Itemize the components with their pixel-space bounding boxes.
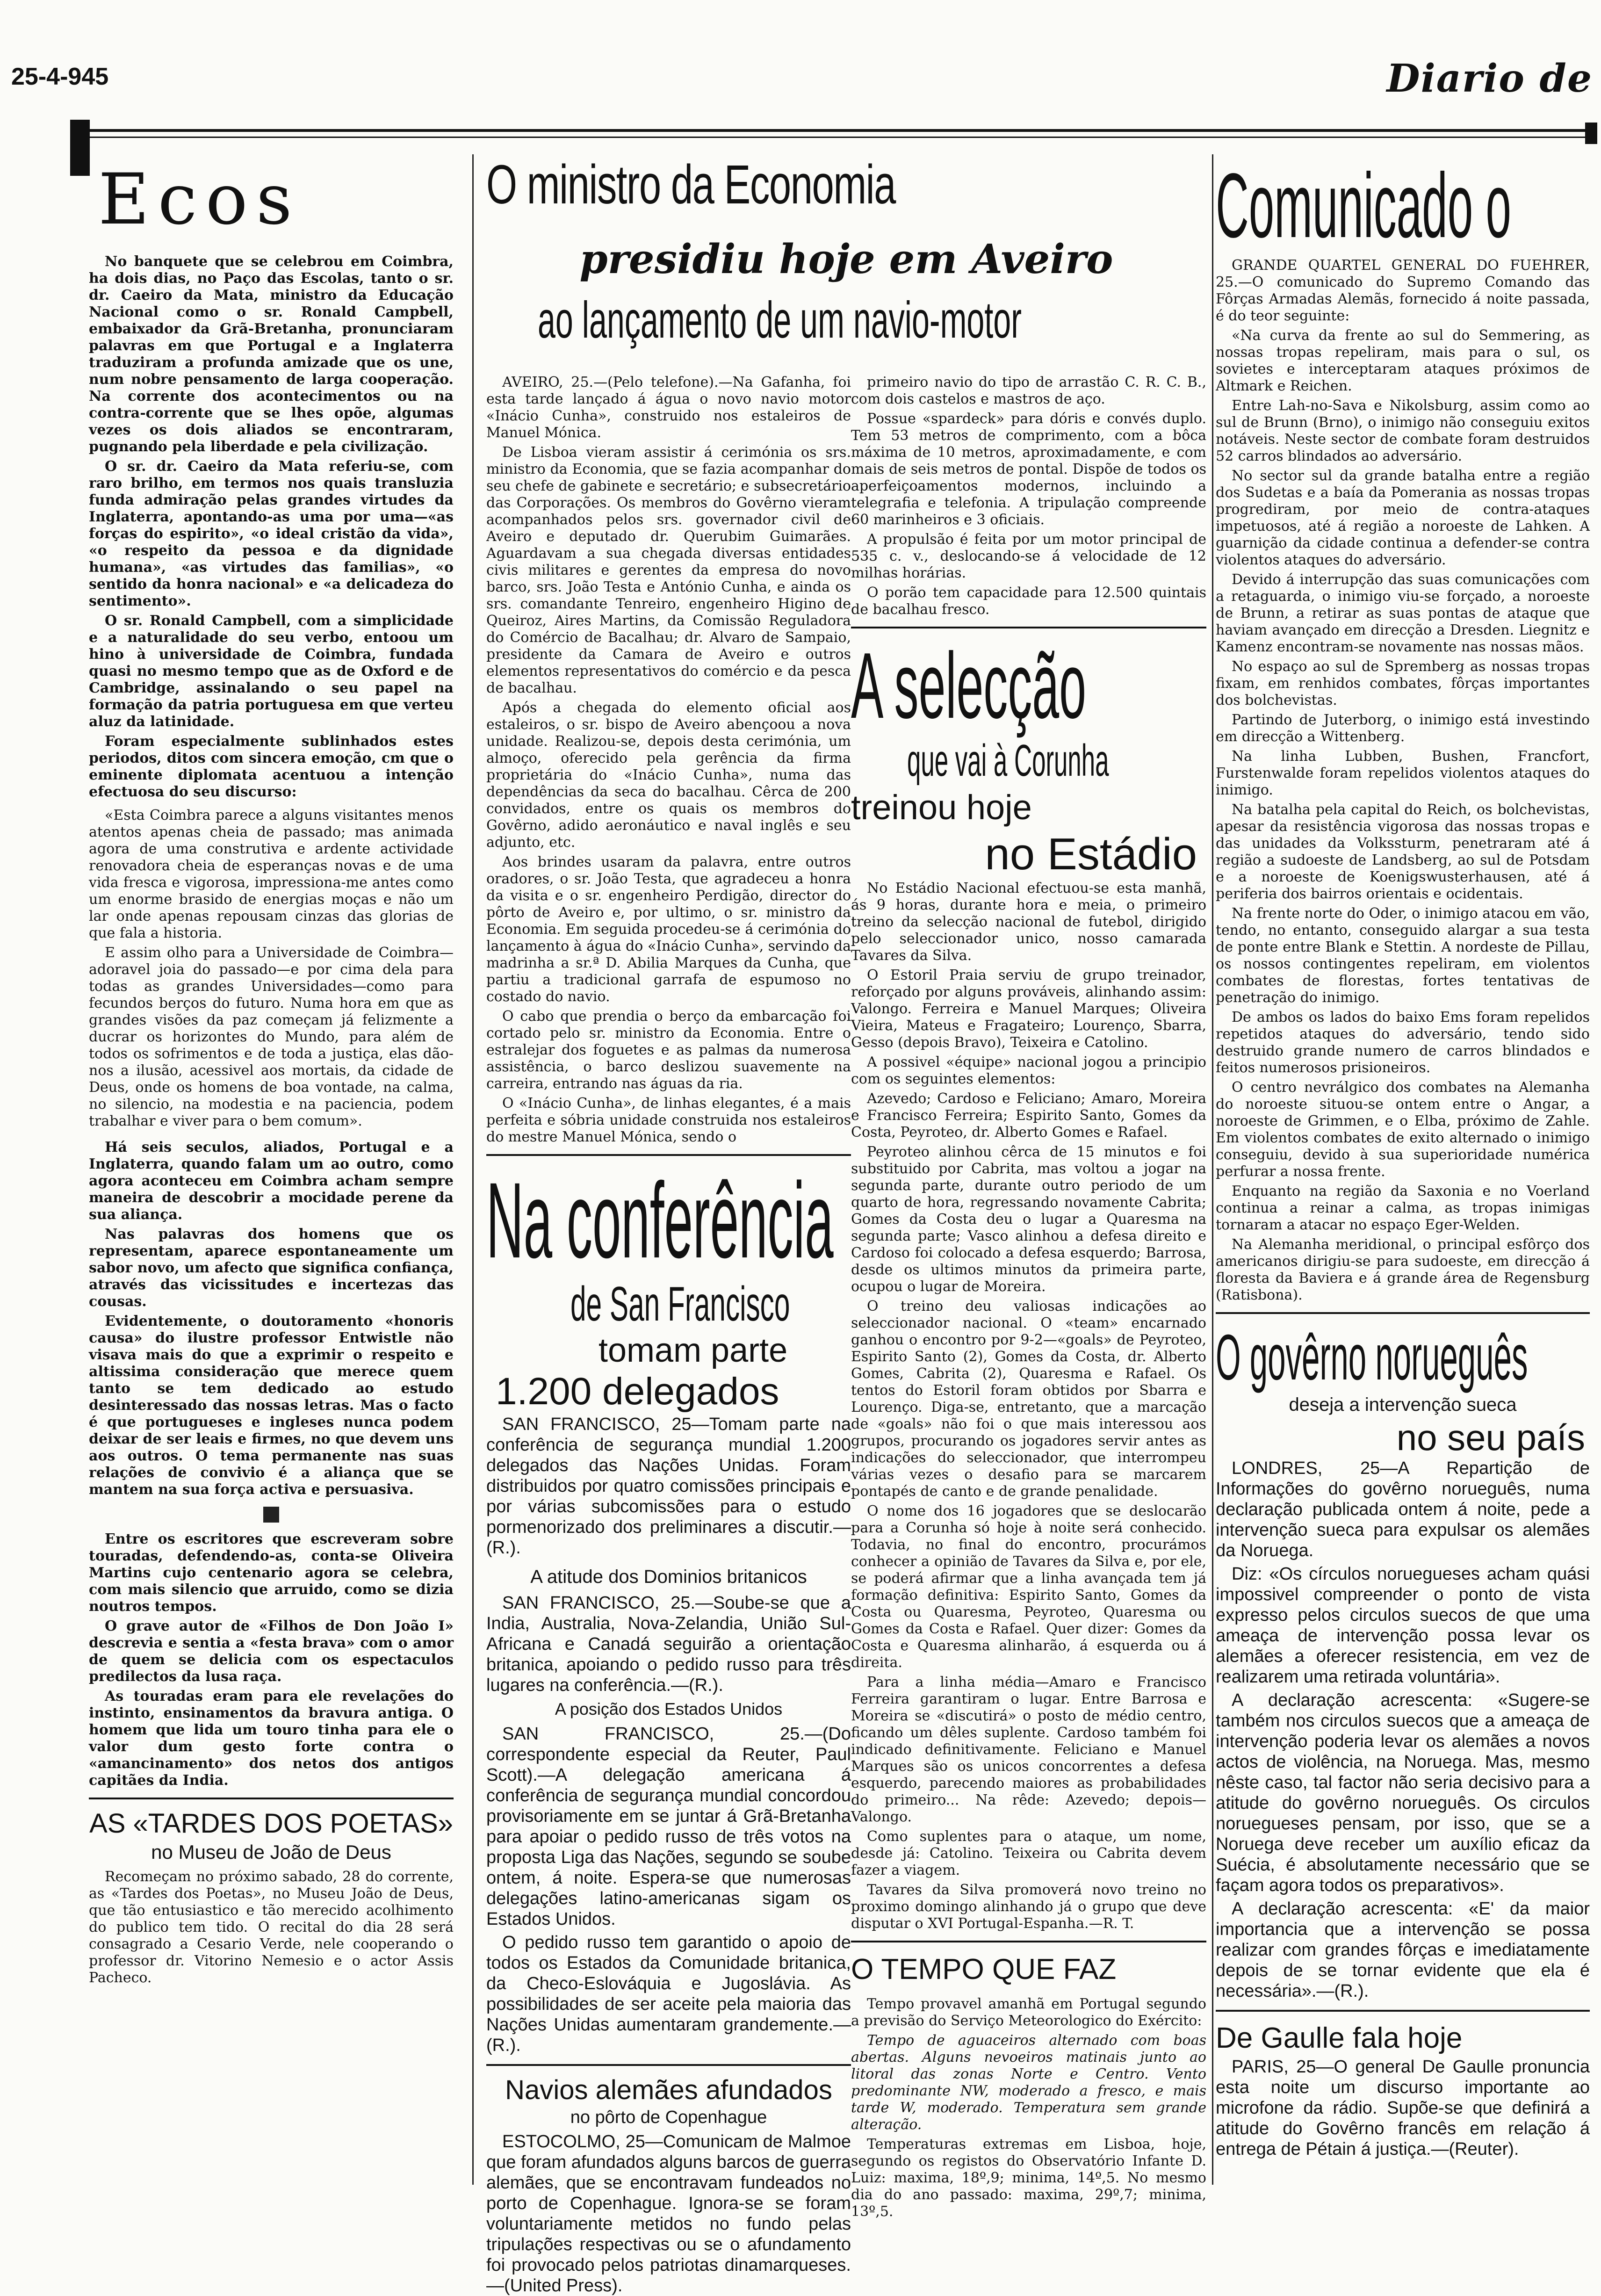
- article-paragraph: No sector sul da grande batalha entre a região dos Sudetas e a baía da Pomerania as nossas tropas progrediram, por meio de contra-ataques impetuosos, até á região a noroeste de Lahken. A guarnição da cidade continua a defender-se contra violentos ataques do adversário.: [1216, 468, 1590, 568]
- tempo-temperatures: Temperaturas extremas em Lisboa, hoje, segundo os registos do Observatório Infante D. Luiz: maxima, 18º,9; minima, 14º,5. No mesmo dia do ano passado: maxima, 29º,7; minima, 13º,5.: [851, 2136, 1206, 2220]
- article-paragraph: Aos brindes usaram da palavra, entre outros oradores, o sr. João Testa, que agradeceu a honra da visita e o sr. engenheiro Perdigão, director do pôrto de Aveiro e, por ultimo, o sr. ministro da Economia. Em seguida procedeu-se á cerimónia do lançamento à água do «Inácio Cunha», servindo da madrinha a sr.ª D. Abilia Marques da Cunha, que partiu a tradicional garrafa de espumoso no costado do navio.: [486, 854, 851, 1005]
- article-paragraph: Enquanto na região da Saxonia e no Voerland continua a reinar a calma, as tropas inimigas tornaram a atacar no espaço Eger-Welden.: [1216, 1183, 1590, 1233]
- ministro-article-continued: [851, 374, 1206, 618]
- column-marker: [70, 120, 90, 176]
- divider: [1216, 2010, 1590, 2012]
- article-paragraph: Devido á interrupção das suas comunicações com a retaguarda, o inimigo viu-se forçado, a noroeste de Brunn, a retirar as suas pontas de ataque que haviam avançado em direcção a Dresden. Liegnitz e Kamenz encontram-se novamente nas nossas mãos.: [1216, 571, 1590, 655]
- article-paragraph: No espaço ao sul de Spremberg as nossas tropas fixam, em renhidos combates, fôrças importantes dos bolchevistas.: [1216, 658, 1590, 708]
- article-paragraph: A declaração acrescenta: «E' da maior importancia que a intervenção se possa realizar com grandes fôrças e imediatamente depois de se tornar evidente que ela é necessária».—(R.).: [1216, 1899, 1590, 2001]
- article-paragraph: De ambos os lados do baixo Ems foram repelidos repetidos ataques do adversário, tendo sido destruido grande numero de carros blindados e feitos numerosos prisioneiros.: [1216, 1009, 1590, 1076]
- tempo-headline: O TEMPO QUE FAZ: [851, 1953, 1117, 1986]
- article-paragraph: Na batalha pela capital do Reich, os bolchevistas, apesar da resistência vigorosa das nossas tropas e das unidades da Volkssturm, penetraram até á região a sudoeste de Landsberg, ao sul de Potsdam e a noroeste de Koenigswusterhausen, até á periferia dos bairros orientais e ocidentais.: [1216, 801, 1590, 902]
- article-paragraph: A propulsão é feita por um motor principal de 535 c. v., deslocando-se á velocidade de 12 milhas horárias.: [851, 531, 1206, 581]
- ecos-paragraph: Foram especialmente sublinhados estes periodos, ditos com sincera emoção, cm que o eminente diplomata acentuou a intenção efectuosa do seu discurso:: [89, 733, 454, 800]
- conferencia-subheadline: de San Francisco: [570, 1277, 790, 1331]
- ecos-paragraph: Evidentemente, o doutoramento «honoris causa» do ilustre professor Entwistle não visava mais do que a exprimir o respeito e altissima consideração que merece quem tanto se tem dedicado ao estudo desinteressado das nossas letras. Mas o facto é que portugueses e ingleses nunca podem deixar de ser leais e firmes, no que devem uns aos outros. O tema permanente nas suas relações de convivio é a aliança que se mantem na sua força activa e persuasiva.: [89, 1313, 454, 1498]
- article-paragraph: AVEIRO, 25.—(Pelo telefone).—Na Gafanha, foi esta tarde lançado á água o novo navio motor «Inácio Cunha», construido nos estaleiros de Manuel Mónica.: [486, 374, 851, 441]
- article-paragraph: O cabo que prendia o berço da embarcação foi cortado pelo sr. ministro da Economia. Entre o estralejar dos foguetes e as palmas da numerosa assistência, o barco deslizou suavemente na carreira, entrando nas águas da ria.: [486, 1008, 851, 1092]
- article-paragraph: Como suplentes para o ataque, um nome, desde já: Catolino. Teixeira ou Cabrita devem fazer a viagem.: [851, 1828, 1206, 1878]
- ecos-paragraph: O grave autor de «Filhos de Don João I» descrevia e sentia a «festa brava» com o amor de quem se delicia com os espectaculos predilectos da lusa raça.: [89, 1618, 454, 1685]
- seleccao-subheadline-2: treinou hoje: [851, 788, 1032, 827]
- tempo-forecast: Tempo de aguaceiros alternado com boas abertas. Alguns nevoeiros matinais junto ao litoral das zonas Norte e Centro. Vento predominante NW, moderado a fresco, e mais tarde W, moderado. Temperatura sem grande alteração.: [851, 2032, 1206, 2133]
- article-paragraph: Peyroteo alinhou cêrca de 15 minutos e foi substituido por Cabrita, mas voltou a jogar na segunda parte, durante outro periodo de um quarto de hora, regressando novamente Cabrita; Gomes da Costa deu o lugar a Quaresma na segunda parte; Vasco alinhou a defesa direito e Cardoso foi colocado a defesa esquerdo; Barrosa, desde os ultimos minutos da primeira parte, ocupou o lugar de Moreira.: [851, 1144, 1206, 1295]
- ministro-subheadline-2: ao lançamento de um navio-motor: [538, 291, 1022, 349]
- article-paragraph: SAN FRANCISCO, 25.—(Do correspondente especial da Reuter, Paul Scott).—A delegação americana á conferência de segurança mundial concordou provisoriamente em se juntar á Grã-Bretanha para apoiar o pedido russo de três votos na proposta Liga das Nações, segundo se soube ontem, á noite. Espera-se que numerosas delegações latino-americanas sigam os Estados Unidos.: [486, 1724, 851, 1929]
- ecos-section-3: [89, 1531, 454, 1789]
- article-paragraph: A declaração acrescenta: «Sugere-se também nos circulos suecos que a ameaça de intervenção poderia levar os alemães a novos actos de violência, na Noruega. Mas, mesmo nêste caso, tal factor não seria decisivo para a atitude do govêrno norueguês. Os circulos noruegueses pensam, por isso, que se a Noruega deve receber um auxílio eficaz da Suécia, é absolutamente necessário que se façam agora todos os preparativos».: [1216, 1690, 1590, 1895]
- tempo-paragraph: Tempo provavel amanhã em Portugal segundo a previsão do Serviço Meteorologico do Exército:: [851, 1996, 1206, 2029]
- conferencia-headline: Na conferência: [486, 1160, 834, 1280]
- comunicado-headline: Comunicado o: [1216, 154, 1511, 257]
- center-right-column: [851, 374, 1206, 2220]
- ecos-paragraph: As touradas eram para ele revelações do instinto, ensinamentos da bravura antiga. O homem que lida um touro tinha para ele o valor dum gesto forte contra o «amancinamento» dos netos dos antigos capitães da India.: [89, 1688, 454, 1789]
- article-paragraph: Na linha Lubben, Bushen, Francfort, Furstenwalde foram repelidos violentos ataques do inimigo.: [1216, 748, 1590, 798]
- divider: [851, 1941, 1206, 1942]
- article-paragraph: ESTOCOLMO, 25—Comunicam de Malmoe que foram afundados alguns barcos de guerra alemães, que se encontravam fundeados no porto de Copenhague. Ignora-se se foram voluntariamente metidos no fundo pelas tripulações respectivas ou se o afundamento foi provocado pelos patriotas dinamarqueses.—(United Press).: [486, 2132, 851, 2296]
- ministro-article: [486, 374, 851, 1146]
- ecos-paragraph: Nas palavras dos homens que os representam, aparece espontaneamente um sabor novo, um afecto que significa confiança, através das vicissitudes e incertezas das cousas.: [89, 1226, 454, 1310]
- article-paragraph: SAN FRANCISCO, 25—Tomam parte na conferência de segurança mundial 1.200 delegados das Nações Unidas. Foram distribuidos por quatro comissões principais e por várias subcomissões para o estudo pormenorizado dos preliminares a discutir.—(R.).: [486, 1415, 851, 1558]
- section-separator-square: [263, 1507, 279, 1523]
- article-paragraph: De Lisboa vieram assistir á cerimónia os srs. ministro da Economia, que se fazia acompanhar do seu chefe de gabinete e secretário; e subsecretário das Corporações. Os membros do Govêrno vieram acompanhados pelos srs. governador civil de Aveiro e deputado dr. Querubim Guimarães. Aguardavam a sua chegada diversas entidades civis militares e gerentes da empresa do novo barco, srs. João Testa e António Cunha, e ainda os srs. comandante Tenreiro, engenheiro Higino de Queiroz, Aires Martins, da Comissão Reguladora do Comércio de Bacalhau; dr. Alvaro de Sampaio, presidente da Camara de Aveiro e outros elementos representativos do comércio e da pesca de bacalhau.: [486, 444, 851, 696]
- ecos-section-2: [89, 1139, 454, 1498]
- ministro-subheadline: presidiu hoje em Aveiro: [579, 236, 1113, 283]
- ministro-headline: O ministro da Economia: [486, 154, 895, 216]
- governo-subheadline: deseja a intervenção sueca: [1289, 1394, 1517, 1415]
- ecos-paragraph: Há seis seculos, aliados, Portugal e a Inglaterra, quando falam um ao outro, como agora aconteceu em Coimbra acham sempre maneira de descobrir a mocidade perene da sua aliança.: [89, 1139, 454, 1223]
- article-paragraph: O nome dos 16 jogadores que se deslocarão para a Corunha só hoje à noite será conhecido. Todavia, no final do encontro, procurámos conhecer a opinião de Tavares da Silva e, por ele, se poderá afirmar que a linha avançada tem já formação definitiva: Espirito Santo, Gomes da Costa ou Quaresma, Peyroteo, Quaresma ou Gomes da Costa e Rafael. Quer dizer: Gomes da Costa e Quaresma alinharão, á esquerda ou á direita.: [851, 1503, 1206, 1671]
- tardes-subheadline: no Museu de João de Deus: [151, 1841, 391, 1863]
- article-paragraph: Tavares da Silva promoverá novo treino no proximo domingo alinhando já o grupo que deve disputar o XVI Portugal-Espanha.—R. T.: [851, 1882, 1206, 1932]
- divider: [486, 2064, 851, 2066]
- column-divider: [472, 154, 474, 2185]
- divider: [486, 1154, 851, 1156]
- navios-headline: Navios alemães afundados: [505, 2075, 832, 2105]
- seleccao-headline: A selecção: [851, 634, 1086, 738]
- conferencia-article: [486, 1414, 851, 2056]
- conferencia-subheadline-2: tomam parte: [599, 1332, 788, 1369]
- center-left-column: [486, 374, 851, 2296]
- top-rule: [70, 129, 1592, 138]
- article-paragraph: GRANDE QUARTEL GENERAL DO FUEHRER, 25.—O comunicado do Supremo Comando das Fôrças Armadas Alemãs, fornecido á noite passada, é do teor seguinte:: [1216, 257, 1590, 324]
- article-paragraph: Diz: «Os círculos noruegueses acham quási impossivel compreender o ponto de vista expresso pelos circulos suecos de que uma ameaça de intervenção possa levar os alemães a oferecer resistencia, em vez de realizarem uma retirada voluntária».: [1216, 1564, 1590, 1687]
- divider: [89, 1798, 454, 1799]
- ecos-column: [89, 154, 454, 2185]
- ecos-paragraph: No banquete que se celebrou em Coimbra, ha dois dias, no Paço das Escolas, tanto o sr. dr. Caeiro da Mata, ministro da Educação Nacional como o sr. Ronald Campbell, embaixador da Grã-Bretanha, pronunciaram palavras em que Portugal e a Inglaterra traduziram a profunda amizade que os une, num nobre pensamento de larga cooperação. Na corrente dos acontecimentos ou na contra-corrente que se lhes opõe, algumas vezes os dois aliados se encontraram, pugnando pela liberdade e pela civilização.: [89, 253, 454, 455]
- divider: [1216, 1312, 1590, 1314]
- article-paragraph: O pedido russo tem garantido o apoio de todos os Estados da Comunidade britanica, da Checo-Eslováquia e Jugoslávia. As possibilidades de ser aceite pela maioria das Nações Unidas aumentaram grandemente.—(R.).: [486, 1933, 851, 2055]
- issue-date: 25-4-945: [11, 63, 109, 90]
- article-paragraph: O porão tem capacidade para 12.500 quintais de bacalhau fresco.: [851, 585, 1206, 618]
- ecos-quote-paragraph: E assim olho para a Universidade de Coimbra—adoravel joia do passado—e por cima dela para todas as grandes Universidades—como para fecundos berços do futuro. Numa hora em que as grandes visões da paz começam já felizmente a ducrar os horizontes do Mundo, para além de todos os sofrimentos e de toda a justiça, elas dão-nos a ilusão, acessivel aos mortais, da cidade de Deus, onde os homens de boa vontade, na calma, no silencio, na modestia e na paciencia, podem trabalhar e viver para o bem comum».: [89, 945, 454, 1129]
- right-column: [1216, 154, 1590, 2185]
- article-paragraph: A possivel «équipe» nacional jogou a principio com os seguintes elementos:: [851, 1054, 1206, 1087]
- conferencia-subheadline-3: 1.200 delegados: [496, 1370, 779, 1413]
- article-paragraph: SAN FRANCISCO, 25.—Soube-se que a India, Australia, Nova-Zelandia, União Sul-Africana e Canadá seguirão a orientação britanica, apoiando o pedido russo para três lugares na conferência.—(R.).: [486, 1593, 851, 1695]
- article-paragraph: Na Alemanha meridional, o principal esfôrço dos americanos dirigiu-se para sudoeste, em direcção á floresta da Baviera e á grande área de Regensburg (Ratisbona).: [1216, 1236, 1590, 1303]
- masthead: Diario de: [1386, 56, 1593, 101]
- dominios-subheading: A atitude dos Dominios britanicos: [530, 1567, 807, 1587]
- ecos-paragraph: Entre os escritores que escreveram sobre touradas, defendendo-as, conta-se Oliveira Martins cujo centenario agora se celebra, com mais silencio que arruido, como se dizia noutros tempos.: [89, 1531, 454, 1615]
- governo-subheadline-2: no seu país: [1396, 1417, 1585, 1458]
- gaulle-article: [1216, 2057, 1590, 2159]
- ministro-header: [486, 154, 1206, 379]
- ecos-quote-paragraph: «Esta Coimbra parece a alguns visitantes menos atentos apenas cheia de passado; mas animada agora de uma construtiva e ardente actividade renovadora cheia de esperanças novas e de uma vida fresca e vigorosa, impressiona-me antes como um enorme brasido de energias moças e não um lar onde apenas repousam cinzas das glorias de que fala a historia.: [89, 807, 454, 941]
- navios-subheadline: no pôrto de Copenhague: [570, 2108, 767, 2127]
- governo-headline: O govêrno norueguês: [1216, 1321, 1528, 1393]
- article-paragraph: O Estoril Praia serviu de grupo treinador, reforçado por alguns prováveis, alinhando assim: Valongo. Ferreira e Manuel Marques; Oliveira Vieira, Mateus e Fragateiro; Lourenço, Sbarra, Gesso (depois Bravo), Teixeira e Catolino.: [851, 967, 1206, 1051]
- article-paragraph: Entre Lah-no-Sava e Nikolsburg, assim como ao sul de Brunn (Brno), o inimigo não conseguiu exitos notáveis. Neste sector de combate foram destruidos 52 carros blindados ao adversário.: [1216, 397, 1590, 464]
- comunicado-article: [1216, 257, 1590, 1304]
- article-paragraph: Possue «spardeck» para dóris e convés duplo. Tem 53 metros de comprimento, com a bôca máxima de 10 metros, aproximadamente, e com mais de seis metros de pontal. Dispõe de todos os aperfeiçoamentos modernos, incluindo a telegrafia e telefonia. A tripulação compreende 60 marinheiros e 3 oficiais.: [851, 411, 1206, 528]
- article-paragraph: Para a linha média—Amaro e Francisco Ferreira garantiram o lugar. Entre Barrosa e Moreira se «discutirá» o posto de médio centro, ficando um dêles suplente. Cardoso também foi indicado definitivamente. Feliciano e Manuel Marques são os unicos concorrentes a defesa esquerdo, parecendo maiores as probabilidades do primeiro... Na rêde: Azevedo; depois—Valongo.: [851, 1674, 1206, 1825]
- article-paragraph: Partindo de Juterborg, o inimigo está investindo em direcção a Wittenberg.: [1216, 712, 1590, 745]
- governo-article: [1216, 1458, 1590, 2001]
- article-paragraph: Após a chegada do elemento oficial aos estaleiros, o sr. bispo de Aveiro abençoou a nova unidade. Realizou-se, depois desta cerimónia, um almoço, oferecido pela gerência da firma proprietária do «Inácio Cunha», numa das dependências da seca do bacalhau. Cêrca de 200 convidados, entre os quais os membros do Govêrno, adido aeronáutico e naval inglês e seu adjunto, etc.: [486, 700, 851, 851]
- ecos-paragraph: O sr. Ronald Campbell, com a simplicidade e a naturalidade do seu verbo, entoou um hino à universidade de Coimbra, fundada quasi no mesmo tempo que as de Oxford e de Cambridge, assinalando o seu papel na formação da patria portuguesa em que verteu aluz da latinidade.: [89, 613, 454, 730]
- article-paragraph: primeiro navio do tipo de arrastão C. R. C. B., com dois castelos e mastros de aço.: [851, 374, 1206, 407]
- article-paragraph: O «Inácio Cunha», de linhas elegantes, é a mais perfeita e sóbria unidade construida nos estaleiros do mestre Manuel Mónica, sendo o: [486, 1095, 851, 1145]
- article-paragraph: Na frente norte do Oder, o inimigo atacou em vão, tendo, no entanto, conseguido alargar a sua testa de ponte entre Blank e Stettin. A nordeste de Pillau, os nossos contingentes repeliram, em violentos combates de florestas, fortes tentativas de penetração do inimigo.: [1216, 905, 1590, 1006]
- navios-article: [486, 2131, 851, 2296]
- gaulle-headline: De Gaulle fala hoje: [1216, 2022, 1463, 2054]
- ecos-intro: [89, 253, 454, 801]
- ecos-paragraph: O sr. dr. Caeiro da Mata referiu-se, com raro brilho, em termos nos quais transluzia funda admiração pelas grandes virtudes da Inglaterra, apontando-as uma por uma—«as forças do espirito», «o ideal cristão da vida», «o respeito da pessoa e da dignidade humana», «as virtudes das familias», «o sentido da honra nacional» e «a delicadeza do sentimento».: [89, 458, 454, 609]
- ecos-title: Ecos: [98, 159, 301, 240]
- column-divider: [1212, 154, 1213, 2185]
- tardes-body: Recomeçam no próximo sabado, 28 do corrente, as «Tardes dos Poetas», no Museu João de Deus, que tão entusiastico e tão merecido acolhimento do publico tem tido. O recital do dia 28 será consagrado a Cesario Verde, nele cooperando o professor dr. Vitorino Nemesio e o actor Assis Pacheco.: [89, 1869, 454, 1986]
- article-paragraph: O treino deu valiosas indicações ao seleccionador nacional. O «team» encarnado ganhou o encontro por 9-2—«goals» de Peyroteo, Espirito Santo (2), Gomes da Costa, dr. Alberto Gomes, Cabrita (2), Quaresma e Rafael. Os tentos do Estoril foram obtidos por Sbarra e Lourenço. Diga-se, entretanto, que a marcação de «goals» não foi o que mais interessou aos grupos, procurando os jogadores servir antes as indicações do seleccionador, que interrompeu várias vezes o desafio para se marcarem pontapés de canto e de grande penalidade.: [851, 1298, 1206, 1500]
- article-paragraph: O centro nevrálgico dos combates na Alemanha do noroeste situou-se ontem entre o Angar, a noroeste de Grimmen, e o Elba, próximo de Zahle. Em violentos combates de exito alternado o inimigo conseguiu, devido à sua superioridade numérica perfurar a nossa frente.: [1216, 1079, 1590, 1180]
- article-paragraph: PARIS, 25—O general De Gaulle pronuncia esta noite um discurso importante ao microfone da rádio. Supõe-se que definirá a atitude do Govêrno francês em relação á entrega de Pétain á justiça.—(Reuter).: [1216, 2057, 1590, 2159]
- article-paragraph: Azevedo; Cardoso e Feliciano; Amaro, Moreira e Francisco Ferreira; Espirito Santo, Gomes da Costa, Peyroteo, dr. Alberto Gomes e Rafael.: [851, 1090, 1206, 1141]
- eua-subheading: A posição dos Estados Unidos: [555, 1699, 783, 1718]
- tardes-headline: AS «TARDES DOS POETAS»: [89, 1808, 453, 1839]
- seleccao-subheadline-3: no Estádio: [985, 829, 1197, 879]
- divider: [851, 627, 1206, 628]
- seleccao-subheadline: que vai à Corunha: [907, 736, 1109, 786]
- seleccao-article: [851, 880, 1206, 1932]
- article-paragraph: «Na curva da frente ao sul do Semmering, as nossas tropas repeliram, mais para o sul, os sovietes e interceptaram ataques próximos de Altmark e Reichen.: [1216, 327, 1590, 394]
- ecos-quote: [89, 807, 454, 1130]
- article-paragraph: LONDRES, 25—A Repartição de Informações do govêrno norueguês, numa declaração publicada ontem á noite, pede a intervenção sueca para expulsar os alemães da Noruega.: [1216, 1458, 1590, 1560]
- article-paragraph: No Estádio Nacional efectuou-se esta manhã, ás 9 horas, durante hora e meia, o primeiro treino da selecção nacional de futebol, dirigido pelo seleccionador unico, nosso camarada Tavares da Silva.: [851, 880, 1206, 964]
